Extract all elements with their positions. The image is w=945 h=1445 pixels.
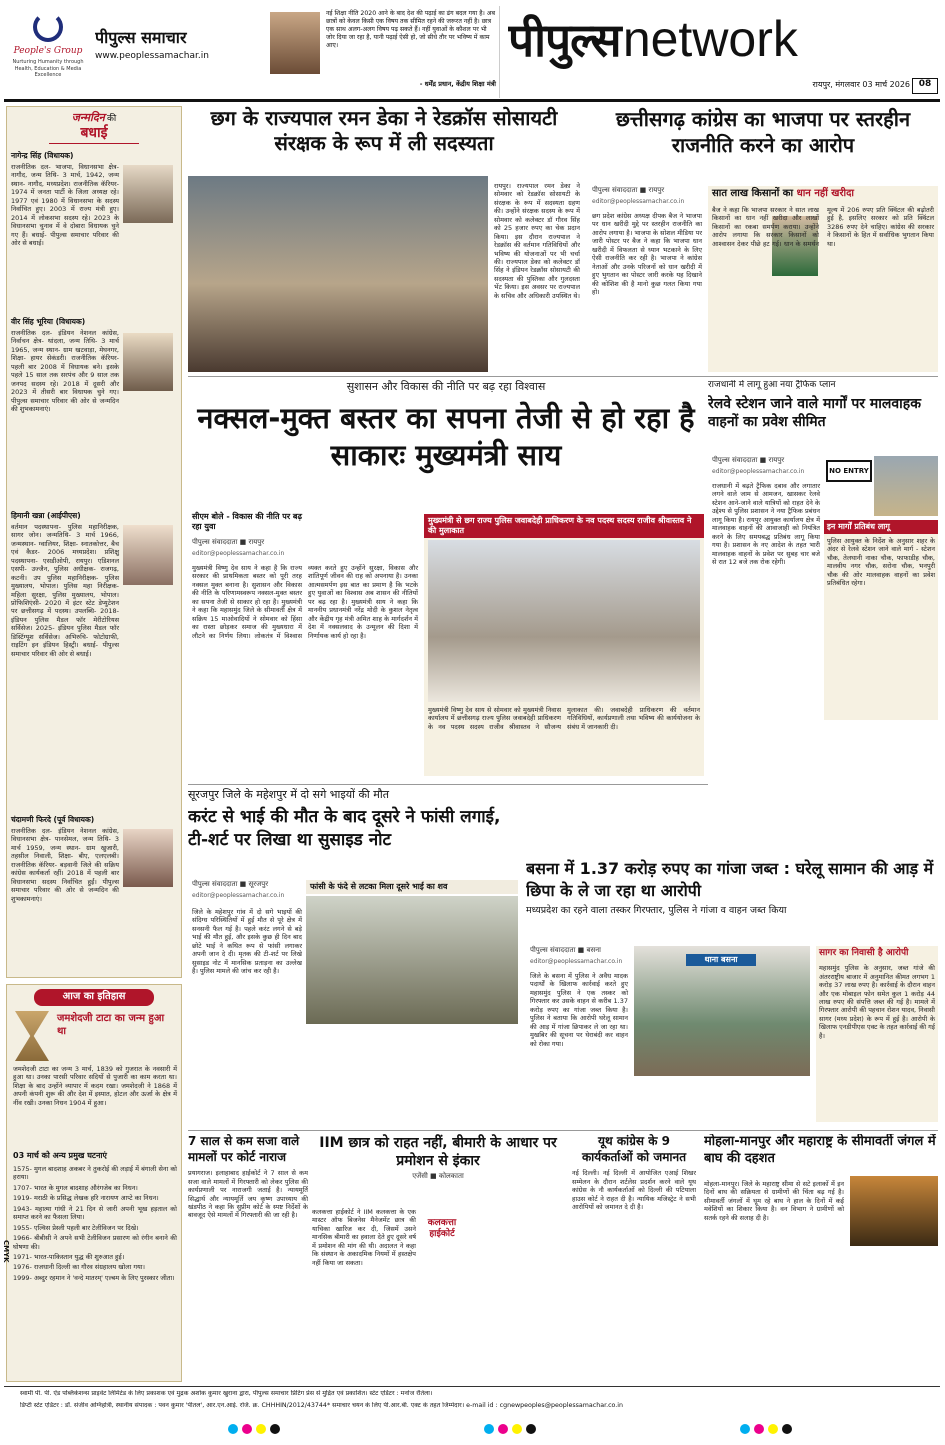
dateline: रायपुर, मंगलवार 03 मार्च 2026 [812, 80, 910, 89]
bottom-story [572, 1134, 696, 1382]
sidebox-title-red: धान नहीं खरीदा [796, 188, 855, 199]
story-body: नई दिल्ली। नई दिल्ली में आयोजित एआई शिखर सम्मेलन के दौरान शर्टलेस प्रदर्शन करने वाले यूथ कांग्रेस के नौ कार्यकर्ताओं को दिल्ली की पटियाला हाउस कोर्ट ने राहत दी है। न्यायिक मजिस्ट्रेट ने सभी आरोपियों को जमानत दे दी है। [572, 1169, 696, 1211]
cmyk-side-label: CMYK [2, 1240, 10, 1263]
story-headline: छत्तीसगढ़ कांग्रेस का भाजपा पर स्तरहीन राजनीति करने का आरोप [615, 107, 911, 157]
story-byline: एजेंसी ■ कोलकाता [412, 1172, 464, 1181]
itihas-event: 1966- बीबीसी ने अपने सभी टेलीविजन प्रसारण को रंगीन बनाने की घोषणा की। [13, 1234, 177, 1251]
paper-small-title: पीपुल्स समाचार [95, 28, 187, 47]
quote-author: - धर्मेंद्र प्रधान, केंद्रीय शिक्षा मंत्री [419, 80, 496, 88]
itihas-events-heading: 03 मार्च को अन्य प्रमुख घटनाएं [13, 1151, 107, 1160]
divider [188, 784, 708, 785]
bottom-story [704, 1134, 938, 1382]
story-governor [188, 106, 580, 374]
itihas-event: 1919- मराठी के प्रसिद्ध लेखक हरि नारायण आप्टे का निधन। [13, 1194, 159, 1203]
noentry-sign: NO ENTRY [826, 460, 872, 482]
itihas-event: 1971- भारत-पाकिस्तान युद्ध की शुरुआत हुई। [13, 1252, 125, 1261]
story-naxal [188, 380, 704, 780]
divider [188, 1130, 938, 1131]
trucks-photo [874, 456, 938, 516]
itihas-event: 1575- मुगल बादशाह अकबर ने तुकरोई की लड़ाई में बंगाली सेना को हराया। [13, 1165, 177, 1182]
brand [508, 8, 938, 72]
birthday-person-photo [123, 525, 173, 585]
story-byline: पीपुल्स संवाददाता ■ रायपुर [712, 456, 785, 464]
story-body: मुख्यमंत्री विष्णु देव साय ने कहा है कि राज्य सरकार की प्राथमिकता बस्तर को पूरी तरह नक्सल मुक्त बनाना है। सुशासन और विकास की नीति के परिणामस्वरूप नक्सल-मुक्त बस्तर का सपना तेजी से साकार हो रहा है। मुख्यमंत्री ने कहा कि महासमुंद जिले के सीमावर्ती क्षेत्र में सक्रिय 15 माओवादियों ने सोमवार को हिंसा का रास्ता छोड़कर समाज की मुख्यधारा में लौटने का निर्णय लिया। लोकतंत्र में विश्वास व्यक्त करते हुए उन्होंने सुरक्षा, विकास और शांतिपूर्ण जीवन की राह को अपनाया है। उनका आत्मसमर्पण इस बात का प्रमाण है कि भटके हुए युवाओं का विश्वास अब शासन की नीतियों पर बढ़ रहा है। मुख्यमंत्री साय ने कहा कि माननीय प्रधानमंत्री नरेंद्र मोदी के कुशल नेतृत्व और केंद्रीय गृह मंत्री अमित शाह के मार्गदर्शन में देश में नक्सलवाद के उन्मूलन की दिशा में निर्णायक कार्य हो रहा है। [192, 564, 418, 640]
story-headline: करंट से भाई की मौत के बाद दूसरे ने फांसी लगाई, टी-शर्ट पर लिखा था सुसाइड नोट [188, 806, 501, 850]
photo-caption-box [424, 514, 704, 776]
itihas-event: 1976- राजधानी दिल्ली का गौरव संग्रहालय खोला गया। [13, 1263, 145, 1272]
itihas-event-list [13, 1165, 177, 1377]
quote-text: नई शिक्षा नीति 2020 आने के बाद देश की पढ़ाई का ढंग बदल गया है। अब छात्रों को केवल किसी एक विषय तक सीमित रहने की जरूरत नहीं है। छात्र एक साथ अलग-अलग विषय पढ़ सकते हैं। नहीं युवाओं के कौशल पर भी जोर दिया जा रहा है, यानी पढ़ाई ऐसी हो, जो सीधे तौर पर भविष्य में काम आए। [326, 10, 496, 50]
birthday-person-photo [123, 333, 173, 391]
birthday-person [11, 511, 177, 771]
sidebox-body: बैज ने कहा कि भाजपा सरकार ने सात लाख किसानों का धान नहीं खरीदा और लाखों किसानों का रकबा समर्पण कराया। उन्होंने आरोप लगाया कि सरकार किसानों को आश्वासन देकर पीछे हट गई। धान के समर्थन मूल्य में 206 रुपए प्रति क्विंटल की बढ़ोतरी हुई है, इसलिए सरकार को प्रति क्विंटल 3286 रुपए देने चाहिए। कांग्रेस की सरकार ने किसानों के हित में सर्वाधिक भुगतान किया था। [712, 206, 934, 248]
footer-contact: डिप्टी स्टेट एडिटर : डॉ. संजीव अग्निहोत्री, स्थानीय संपादक : पवन कुमार 'पीतल', आर.एन.आई. रजि. क्र. CHHHIN/2012/43744* समाचार चयन के लिए पी.आर.बी. एक्ट के तहत जिम्मेदार। e-mail id : cgnewpeoples@peoplessamachar.co.in [20, 1402, 624, 1409]
story-sidebox [708, 186, 938, 372]
birthday-person [11, 317, 177, 537]
story-body: रायपुर। राज्यपाल रमन डेका ने सोमवार को रेडक्रॉस सोसायटी के संरक्षक के रूप में सदस्यता ग्रहण की। उन्होंने संरक्षक सदस्य के रूप में सोमवार को कलेक्टर डॉ गौरव सिंह को 25 हजार रुपए का चेक प्रदान किया। इस दौरान राज्यपाल ने रेडक्रॉस की वर्तमान गतिविधियों और भविष्य की योजनाओं पर भी चर्चा की। राज्यपाल डेका को कलेक्टर डॉ सिंह ने इंडियन रेडक्रॉस सोसायटी की सदस्यता की पुस्तिका और गुलदस्ता भेंट किया। इस अवसर पर राज्यपाल के सचिव और अधिकारी उपस्थित थे। [494, 182, 580, 300]
cm-meeting-photo [428, 540, 700, 702]
court-label: कलकत्ता हाईकोर्ट [427, 1218, 457, 1240]
story-photo [306, 896, 518, 1024]
itihas-heading: आज का इतिहास [34, 989, 154, 1006]
story-body: मोहला-मानपुर। जिले के महाराष्ट्र सीमा से सटे इलाकों में इन दिनों बाघ की सक्रियता से ग्रामीणों की चिंता बढ़ गई है। सीमावर्ती जंगलों में घूम रहे बाघ ने हाल के दिनों में कई मवेशियों का शिकार किया है। वन विभाग ने ग्रामीणों को सतर्क रहने की सलाह दी है। [704, 1180, 844, 1222]
story-basna [526, 858, 938, 1124]
itihas-event: 1943- महात्मा गांधी ने 21 दिन से जारी अपनी भूख हड़ताल को समाप्त करने का फैसला लिया। [13, 1204, 177, 1222]
story-headline: मोहला-मानपुर और महाराष्ट्र के सीमावर्ती जंगल में बाघ की दहशत [704, 1134, 936, 1166]
seizure-photo [634, 946, 810, 1076]
itihas-event: 1955- एल्विस प्रेस्ली पहली बार टेलीविजन पर दिखे। [13, 1223, 139, 1232]
story-headline: यूथ कांग्रेस के 9 कार्यकर्ताओं को जमानत [581, 1134, 687, 1164]
birthday-person-photo [123, 829, 173, 887]
sidebox-title: सागर का निवासी है आरोपी [819, 948, 909, 958]
quote-box [270, 6, 500, 98]
minister-photo [270, 12, 320, 74]
story-email: editor@peoplessamachar.co.in [192, 550, 285, 557]
story-sidebox [816, 946, 938, 1122]
birthday-person-name: हिमानी खन्ना (आईपीएस) [11, 511, 81, 520]
birthday-heading [7, 107, 181, 146]
itihas-event: 1707- भारत के मुगल बादशाह औरंगजेब का निधन। [13, 1183, 138, 1192]
birthday-person-bio: राजनीतिक दल- इंडियन नेशनल कांग्रेस, विधानसभा क्षेत्र- पानसेमल, जन्म तिथि- 3 मार्च 1959, जन्म स्थान- ग्राम खुजारी, तहसील निवाली, शिक्षा- बीए, एलएलबी। राजनीतिक कॅरियर- बड़वानी जिले की सक्रिय कांग्रेस कार्यकर्ता रहीं। 2018 में पहली बार विधानसभा सदस्य निर्वाचित हुईं। पीपुल्स समाचार परिवार की ओर से जन्मदिन की शुभकामनाएं। [11, 827, 119, 903]
photo-sign: थाना बसना [686, 954, 756, 966]
paper-logo [95, 28, 265, 78]
birthday-person-bio: वर्तमान पदस्थापना- पुलिस महानिरीक्षक, सागर जोन। जन्मतिथि- 3 मार्च 1966, जन्मस्थान- ग्वालियर, शिक्षा- स्नातकोत्तर, बैच एवं कैडर- 2006 मध्यप्रदेश। प्रशिक्षु पदस्थापना- एसडीओपी, रायपुर। एडिशनल एसपी- उज्जैन, पुलिस अधीक्षक- राजगढ़, कटनी। उप पुलिस महानिरीक्षक- पुलिस मुख्यालय, भोपाल। पुलिस महा निरीक्षक- महिला सुरक्षा, पुलिस मुख्यालय, भोपाल। प्रोफिशिएंसी- 2020 में इंटर स्टेट डेप्युटेशन पर छत्तीसगढ़ में पदस्थ। उपलब्धि- 2018- इंडियन पुलिस मैडल फॉर मेरीटोरियस सर्विसेज। 2025- इंडियन पुलिस मैडल फॉर डिस्टिंग्यूश सर्विसेज। अभिरुचि- फोटोग्राफी, राइटिंग इन इंडियन हिस्ट्री। बधाई- पीपुल्स समाचार परिवार की ओर से बधाई। [11, 523, 119, 658]
story-headline: नक्सल-मुक्त बस्तर का सपना तेजी से हो रहा है साकारः मुख्यमंत्री साय [197, 400, 695, 473]
story-kicker: राजधानी में लागू हुआ नया ट्रैफिक प्लान [708, 380, 836, 390]
story-body: छग प्रदेश कांग्रेस अध्यक्ष दीपक बैज ने भाजपा पर धान खरीदी मुद्दे पर स्तरहीन राजनीति का आरोप लगाया है। भाजपा के सोशल मीडिया पर जारी पोस्टर पर बैज ने कहा कि भाजपा धान खरीदी में विफलता से ध्यान भटकाने के लिए ऐसी राजनीति कर रही है। भाजपा ने कांग्रेस नेताओं और उनके परिजनों को धान खरीदी में हुए भुगतान का पोस्टर जारी करके यह दिखाने की कोशिश की है मानो कुछ गलत किया गया हो। [592, 212, 702, 296]
story-email: editor@peoplessamachar.co.in [712, 468, 805, 475]
story-subhead: सीएम बोले - विकास की नीति पर बढ़ रहा युवा [192, 512, 302, 531]
story-photo [188, 176, 488, 372]
group-logo [8, 6, 88, 96]
story-byline: पीपुल्स संवाददाता ■ सूरजपुर [192, 880, 269, 888]
tiger-photo [850, 1176, 938, 1246]
birthday-person-name: चंदामणी फिरदे (पूर्व विधायक) [11, 815, 95, 824]
color-registration-marks [100, 1424, 920, 1440]
story-congress [588, 106, 938, 374]
story-byline: पीपुल्स संवाददाता ■ बसना [530, 946, 601, 954]
story-email: editor@peoplessamachar.co.in [530, 958, 623, 965]
story-sidebox [824, 520, 938, 720]
divider [188, 376, 938, 377]
footer-imprint: स्वामी पी. पी. ऐंड पब्लिकेशन्स प्राइवेट लिमिटेड के लिए प्रकाशक एवं मुद्रक अशोक कुमार खुराना द्वारा, पीपुल्स समाचार प्रिंटिंग प्रेस से मुद्रित एवं प्रकाशित। स्टेट एडिटर : मनोज रौतेला। [20, 1390, 433, 1397]
story-headline: IIM छात्र को राहत नहीं, बीमारी के आधार पर प्रमोशन से इंकार [319, 1135, 557, 1170]
footer-rule [4, 1386, 940, 1387]
masthead-rule [4, 99, 940, 102]
paper-url: www.peoplessamachar.in [95, 51, 209, 61]
story-body: जिले के बसना में पुलिस ने अवैध मादक पदार्थों के खिलाफ कार्रवाई करते हुए महासमुंद पुलिस ने एक तस्कर को गिरफ्तार कर उसके वाहन से करीब 1.37 करोड़ रुपए का गांजा जब्त किया है। पुलिस ने बताया कि आरोपी घरेलू सामान की आड़ में गांजा छिपाकर ले जा रहा था। मुखबिर की सूचना पर घेराबंदी कर वाहन को रोका गया। [530, 972, 628, 1048]
bottom-story [312, 1134, 564, 1382]
story-traffic [708, 380, 938, 852]
itihas-story-title: जमशेदजी टाटा का जन्म हुआ था [57, 1013, 165, 1037]
birthday-person-bio: राजनीतिक दल- इंडियन नेशनल कांग्रेस, निर्वाचन क्षेत्र- थांदला, जन्म तिथि- 3 मार्च 1965, जन्म स्थान- ग्राम खटवाड़ा, मेघनगर, शिक्षा- हायर सेकंडरी। राजनीतिक कॅरियर- पहली बार 2008 में विधायक बने। इसके पहले 15 साल तक सरपंच और 9 साल तक जनपद सदस्य रहे। 2018 में दूसरी और 2023 में तीसरी बार विधायक चुने गए। पीपुल्स समाचार परिवार की ओर से जन्मदिन की शुभकामनाएं। [11, 329, 119, 413]
group-name: People's Group [13, 46, 83, 56]
birthday-person-bio: राजनीतिक दल- भाजपा, विधानसभा क्षेत्र- नागौद, जन्म तिथि- 3 मार्च, 1942, जन्म स्थान- नागौद, मध्यप्रदेश। राजनीतिक कॅरियर- 1974 में जनता पार्टी के जिला अध्यक्ष रहे। 1977 एवं 1980 में विधानसभा के सदस्य निर्वाचित हुए। 2003 में राज्य मंत्री हुए। 2014 में लोकसभा सदस्य रहे। 2023 के विधानसभा चुनाव में वे दोबारा विधायक चुने गए हैं। बधाई- पीपुल्स समाचार परिवार की ओर से बधाई। [11, 163, 119, 247]
group-tagline: Nurturing Humanity through Health, Education & Media Excellence [12, 59, 84, 78]
birthday-column [6, 106, 182, 978]
page-number: 08 [912, 78, 938, 94]
sidebox-body: पुलिस आयुक्त के निर्देश के अनुसार शहर के अंदर से रेलवे स्टेशन जाने वाले मार्ग - स्टेशन चौक, तेलघानी नाका चौक, फाफाडीह चौक, मालवीय नगर चौक, सरोना चौक, भनपुरी चौक की ओर मालवाहक वाहनों का प्रवेश प्रतिबंधित रहेगा। [827, 537, 935, 588]
story-kicker: सूरजपुर जिले के महेशपुर में दो सगे भाइयों की मौत [188, 788, 389, 801]
birthday-person-name: नागेन्द्र सिंह (विधायक) [11, 151, 74, 160]
group-logo-icon [33, 12, 63, 42]
birthday-heading-top: जन्मदिन [71, 111, 105, 124]
itihas-event: 1999- अब्दुर रहमान ने 'वन्दे मातरम्' एल्बम के लिए पुरस्कार जीता। [13, 1273, 175, 1282]
birthday-person-name: वीर सिंह भूरिया (विधायक) [11, 317, 86, 326]
birthday-heading-sub: की [107, 114, 117, 124]
story-headline: बसना में 1.37 करोड़ रुपए का गांजा जब्त : घरेलू सामान की आड़ में छिपा के ले जा रहा था आरोपी [526, 859, 934, 900]
story-body: राजधानी में बढ़ते ट्रैफिक दबाव और लगातार लगने वाले जाम से आमजन, खासकर रेलवे स्टेशन आने-जाने वाले यात्रियों को राहत देने के उद्देश्य से पुलिस प्रशासन ने नया ट्रैफिक प्रबंधन लागू किया है। रायपुर आयुक्त कार्यालय क्षेत्र में मालवाहक वाहनों की आवाजाही को नियंत्रित करने के लिए समयबद्ध प्रतिबंध लागू किया गया है। प्रशासन के नए आदेश के तहत भारी मालवाहक वाहनों के प्रवेश पर सुबह चार बजे से रात 12 बजे तक रोक रहेगी। [712, 482, 820, 566]
hourglass-icon [15, 1011, 49, 1061]
sidebox-title: इन मार्गों प्रतिबंध लागू [824, 520, 938, 534]
sidebox-body: महासमुंद पुलिस के अनुसार, जब्त गांजे की अंतरराष्ट्रीय बाजार में अनुमानित कीमत लगभग 1 करोड़ 37 लाख रुपए है। कार्रवाई के दौरान वाहन और एक मोबाइल फोन समेत कुल 1 करोड़ 44 लाख रुपए की संपत्ति जब्त की गई है। मामले में गिरफ्तार आरोपी की पहचान रोशन यादव, निवासी सागर (मध्य प्रदेश) के रूप में हुई है। आरोपी के खिलाफ एनडीपीएस एक्ट के तहत कार्रवाई की गई है। [819, 964, 935, 1040]
brand-hindi: पीपुल्स [508, 13, 621, 67]
story-email: editor@peoplessamachar.co.in [192, 892, 285, 899]
story-body: कलकत्ता हाईकोर्ट ने IIM कलकत्ता के एक मास्टर ऑफ बिजनेस मैनेजमेंट छात्र की याचिका खारिज कर दी, जिसमें उसने मानसिक बीमारी का हवाला देते हुए दूसरे वर्ष में प्रमोशन की मांग की थी। अदालत ने कहा कि संस्थान के अकादमिक नियमों में हस्तक्षेप नहीं किया जा सकता। [312, 1208, 416, 1267]
birthday-person [11, 151, 177, 311]
story-surajpur [188, 788, 518, 1132]
birthday-heading-main: बधाई [49, 125, 139, 144]
itihas-story-text: जमशेदजी टाटा का जन्म 3 मार्च, 1839 को गुजरात के नवसारी में हुआ था। उनका पारसी परिवार सदियों से पुजारी का काम करता था। शिक्षा के बाद उन्होंने व्यापार में कदम रखा। जमशेदजी ने 1868 में अपनी कंपनी शुरू की और देश में इस्पात, होटल और ऊर्जा के क्षेत्र में नींव रखी। उनका निधन 1904 में हुआ। [13, 1065, 177, 1107]
sidebox-title-black: सात लाख किसानों का [712, 188, 794, 199]
story-subhead: मध्यप्रदेश का रहने वाला तस्कर गिरफ्तार, पुलिस ने गांजा व वाहन जब्त किया [526, 905, 787, 917]
story-body: जिले के महेशपुर गांव में दो सगे भाइयों की संदिग्ध परिस्थितियों में हुई मौत से पूरे क्षेत्र में सनसनी फैल गई है। पहले करंट लगने से बड़े भाई की मौत हुई, और इसके कुछ ही दिन बाद छोटे भाई ने कथित रूप से फांसी लगाकर अपनी जान दे दी। मृतक की टी-शर्ट पर लिखे सुसाइड नोट में मानसिक प्रताड़ना का उल्लेख है। पुलिस मामले की जांच कर रही है। [192, 908, 302, 976]
story-headline: 7 साल से कम सजा वाले मामलों पर कोर्ट नाराज [188, 1134, 300, 1164]
birthday-person-photo [123, 165, 173, 223]
sidebox-title [708, 186, 938, 203]
bottom-story [188, 1134, 308, 1382]
caption-body: मुख्यमंत्री विष्णु देव साय से सोमवार को मुख्यमंत्री निवास कार्यालय में छत्तीसगढ़ राज्य पुलिस जवाबदेही प्राधिकरण के नव पदस्थ सदस्य राजीव श्रीवास्तव ने सौजन्य मुलाकात की। जवाबदेही प्राधिकरण की वर्तमान गतिविधियों, कार्यप्रणाली तथा भविष्य की कार्ययोजना के संबंध में जानकारी दी। [428, 706, 700, 731]
story-byline: पीपुल्स संवाददाता ■ रायपुर [592, 186, 665, 194]
itihas-box [6, 984, 182, 1382]
story-headline: छग के राज्यपाल रमन डेका ने रेडक्रॉस सोसायटी संरक्षक के रूप में ली सदस्यता [210, 106, 558, 155]
story-kicker: सुशासन और विकास की नीति पर बढ़ रहा विश्वास [346, 380, 546, 393]
birthday-person [11, 815, 177, 975]
photo-caption-title: फांसी के फंदे से लटका मिला दूसरे भाई का शव [306, 880, 518, 894]
story-byline: पीपुल्स संवाददाता ■ रायपुर [192, 538, 265, 546]
story-email: editor@peoplessamachar.co.in [592, 198, 685, 205]
brand-english: network [622, 11, 798, 67]
story-body: प्रयागराज। इलाहाबाद हाईकोर्ट ने 7 साल से कम सजा वाले मामलों में गिरफ्तारी को लेकर पुलिस की कार्यप्रणाली पर नाराजगी जताई है। न्यायमूर्ति सिद्धार्थ और न्यायमूर्ति जय कृष्ण उपाध्याय की खंडपीठ ने कहा कि सुप्रीम कोर्ट के स्पष्ट निर्देशों के बावजूद ऐसे मामलों में गिरफ्तारी की जा रही है। [188, 1169, 308, 1220]
photo-caption-title: मुख्यमंत्री से छग राज्य पुलिस जवाबदेही प्राधिकरण के नव पदस्थ सदस्य राजीव श्रीवास्तव ने की मुलाकात [424, 514, 704, 538]
story-headline: रेलवे स्टेशन जाने वाले मार्गों पर मालवाहक वाहनों का प्रवेश सीमित [708, 396, 921, 431]
